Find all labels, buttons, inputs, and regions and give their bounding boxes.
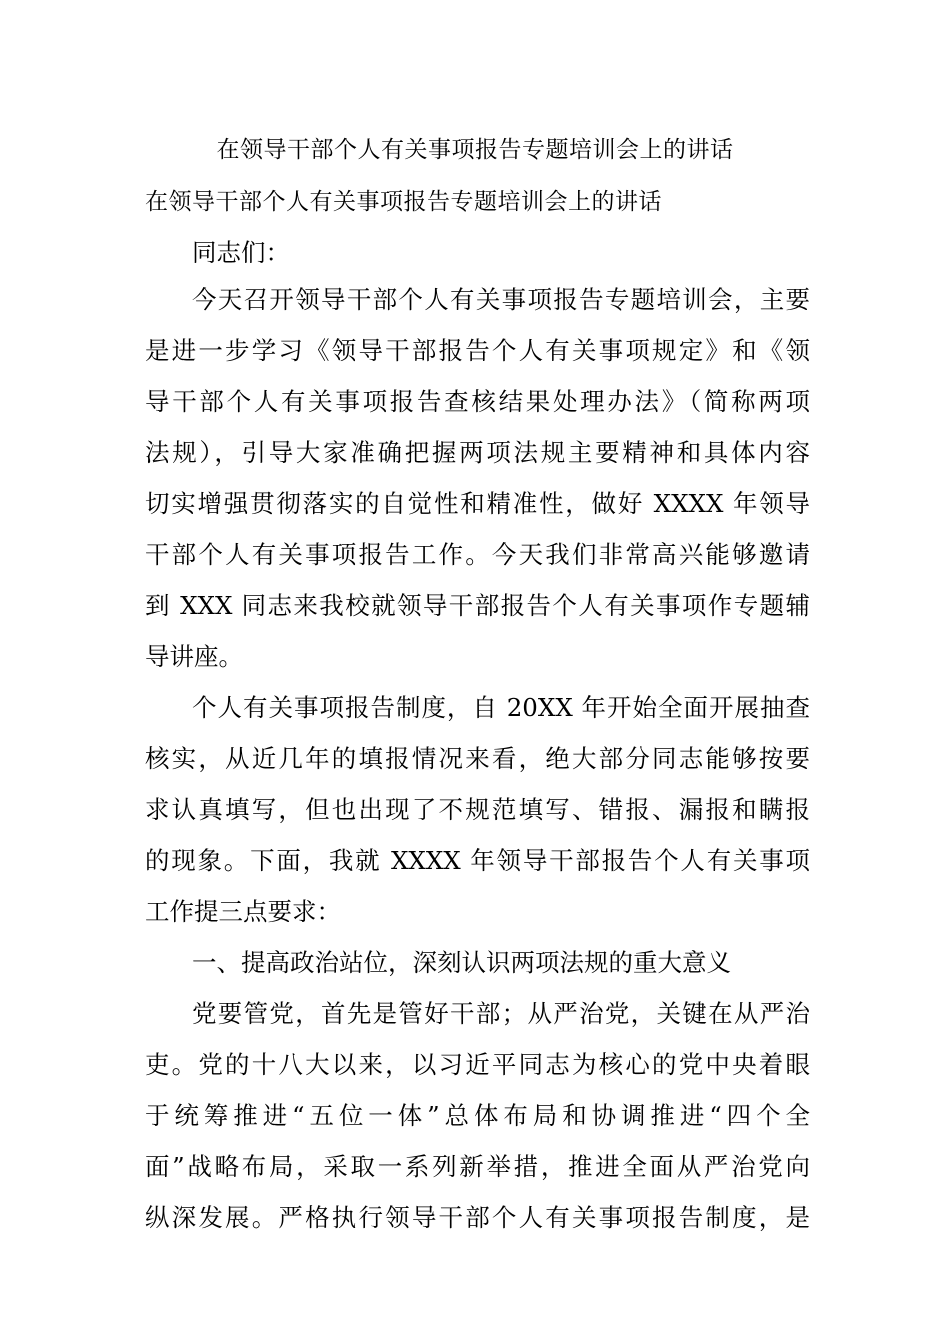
paragraph-line: 干部个人有关事项报告工作。今天我们非常高兴能够邀请 — [145, 540, 810, 569]
paragraph-line: 切实增强贯彻落实的自觉性和精准性，做好 XXXX 年领导 — [145, 489, 810, 518]
paragraph-line: 的现象。下面，我就 XXXX 年领导干部报告个人有关事项 — [145, 846, 810, 875]
paragraph-line: 党要管党，首先是管好干部；从严治党，关键在从严治 — [192, 999, 810, 1028]
document-title: 在领导干部个人有关事项报告专题培训会上的讲话 — [216, 137, 734, 163]
paragraph-line: 于统筹推进“五位一体”总体布局和协调推进“四个全 — [145, 1101, 810, 1130]
paragraph-line: 到 XXX 同志来我校就领导干部报告个人有关事项作专题辅 — [145, 591, 810, 620]
paragraph-line: 求认真填写，但也出现了不规范填写、错报、漏报和瞒报 — [145, 795, 810, 824]
document-title-repeat: 在领导干部个人有关事项报告专题培训会上的讲话 — [145, 189, 662, 215]
paragraph-line: 导讲座。 — [145, 642, 243, 671]
paragraph-line: 今天召开领导干部个人有关事项报告专题培训会，主要 — [192, 285, 810, 314]
paragraph-line: 吏。党的十八大以来，以习近平同志为核心的党中央着眼 — [145, 1050, 810, 1079]
greeting: 同志们： — [192, 238, 290, 267]
paragraph-line: 工作提三点要求： — [145, 897, 341, 926]
paragraph-line: 核实，从近几年的填报情况来看，绝大部分同志能够按要 — [145, 744, 810, 773]
paragraph-line: 纵深发展。严格执行领导干部个人有关事项报告制度，是 — [145, 1203, 810, 1232]
paragraph-line: 法规），引导大家准确把握两项法规主要精神和具体内容 — [145, 438, 810, 467]
paragraph-line: 导干部个人有关事项报告查核结果处理办法》（简称两项 — [145, 387, 810, 416]
section-heading: 一、提高政治站位，深刻认识两项法规的重大意义 — [192, 948, 731, 977]
paragraph-line: 个人有关事项报告制度，自 20XX 年开始全面开展抽查 — [192, 693, 810, 722]
paragraph-line: 是进一步学习《领导干部报告个人有关事项规定》和《领 — [145, 336, 810, 365]
paragraph-line: 面”战略布局，采取一系列新举措，推进全面从严治党向 — [145, 1152, 810, 1181]
